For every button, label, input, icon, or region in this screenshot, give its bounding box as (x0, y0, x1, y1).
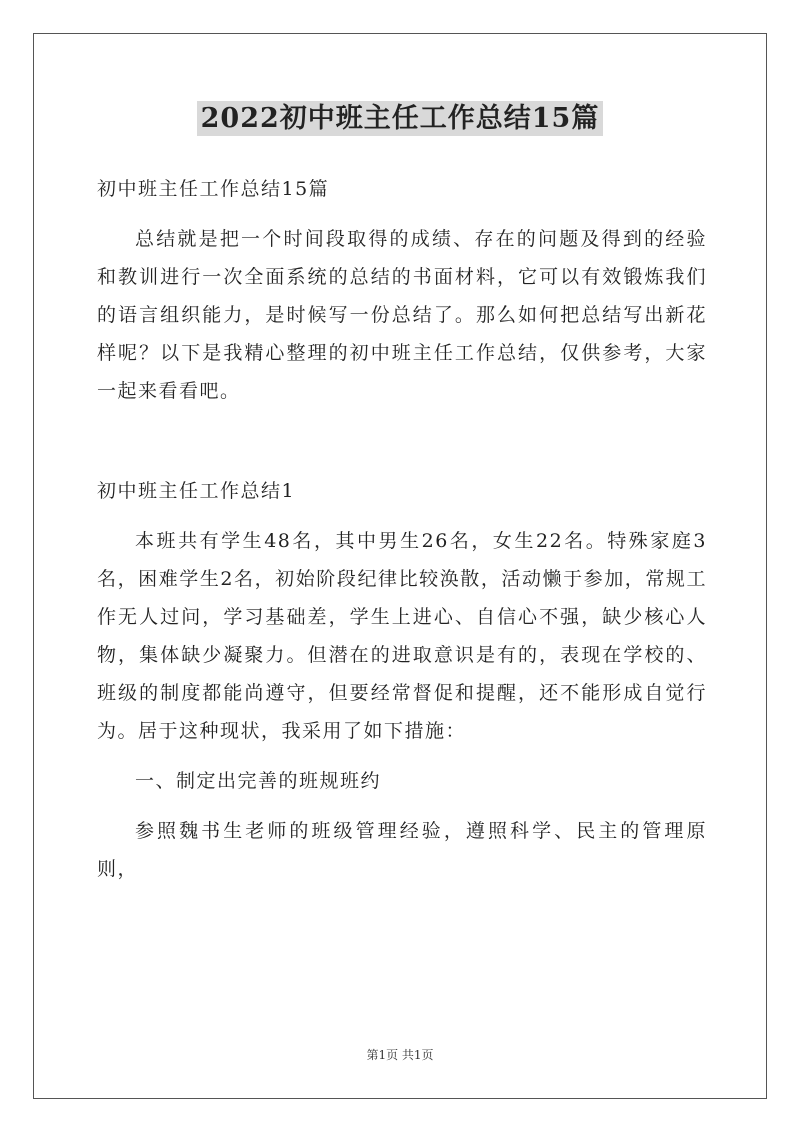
section-heading: 初中班主任工作总结1 (97, 480, 296, 502)
page-footer: 第1页 共1页 (366, 1048, 434, 1062)
body-paragraph-1: 本班共有学生48名，其中男生26名，女生22名。特殊家庭3名，困难学生2名，初始阶段纪律比较涣散，活动懒于参加，常规工作无人过问，学习基础差，学生上进心、自信心不强，缺少核心人物，集体缺少凝聚力。但潜在的进取意识是有的，表现在学校的、班级的制度都能尚遵守，但要经常督促和提醒，还不能形成自觉行为。居于这种现状，我采用了如下措施： (97, 530, 707, 742)
document-body (97, 170, 707, 888)
body-paragraph-2: 参照魏书生老师的班级管理经验，遵照科学、民主的管理原则， (97, 820, 707, 880)
point-heading-1: 一、制定出完善的班规班约 (135, 770, 382, 792)
document-title: 2022初中班主任工作总结15篇 (197, 101, 604, 136)
intro-paragraph: 总结就是把一个时间段取得的成绩、存在的问题及得到的经验和教训进行一次全面系统的总结的书面材料，它可以有效锻炼我们的语言组织能力，是时候写一份总结了。那么如何把总结写出新花样呢？以下是我精心整理的初中班主任工作总结，仅供参考，大家一起来看看吧。 (97, 228, 707, 402)
subtitle: 初中班主任工作总结15篇 (97, 178, 330, 200)
document-title-container (0, 96, 800, 135)
